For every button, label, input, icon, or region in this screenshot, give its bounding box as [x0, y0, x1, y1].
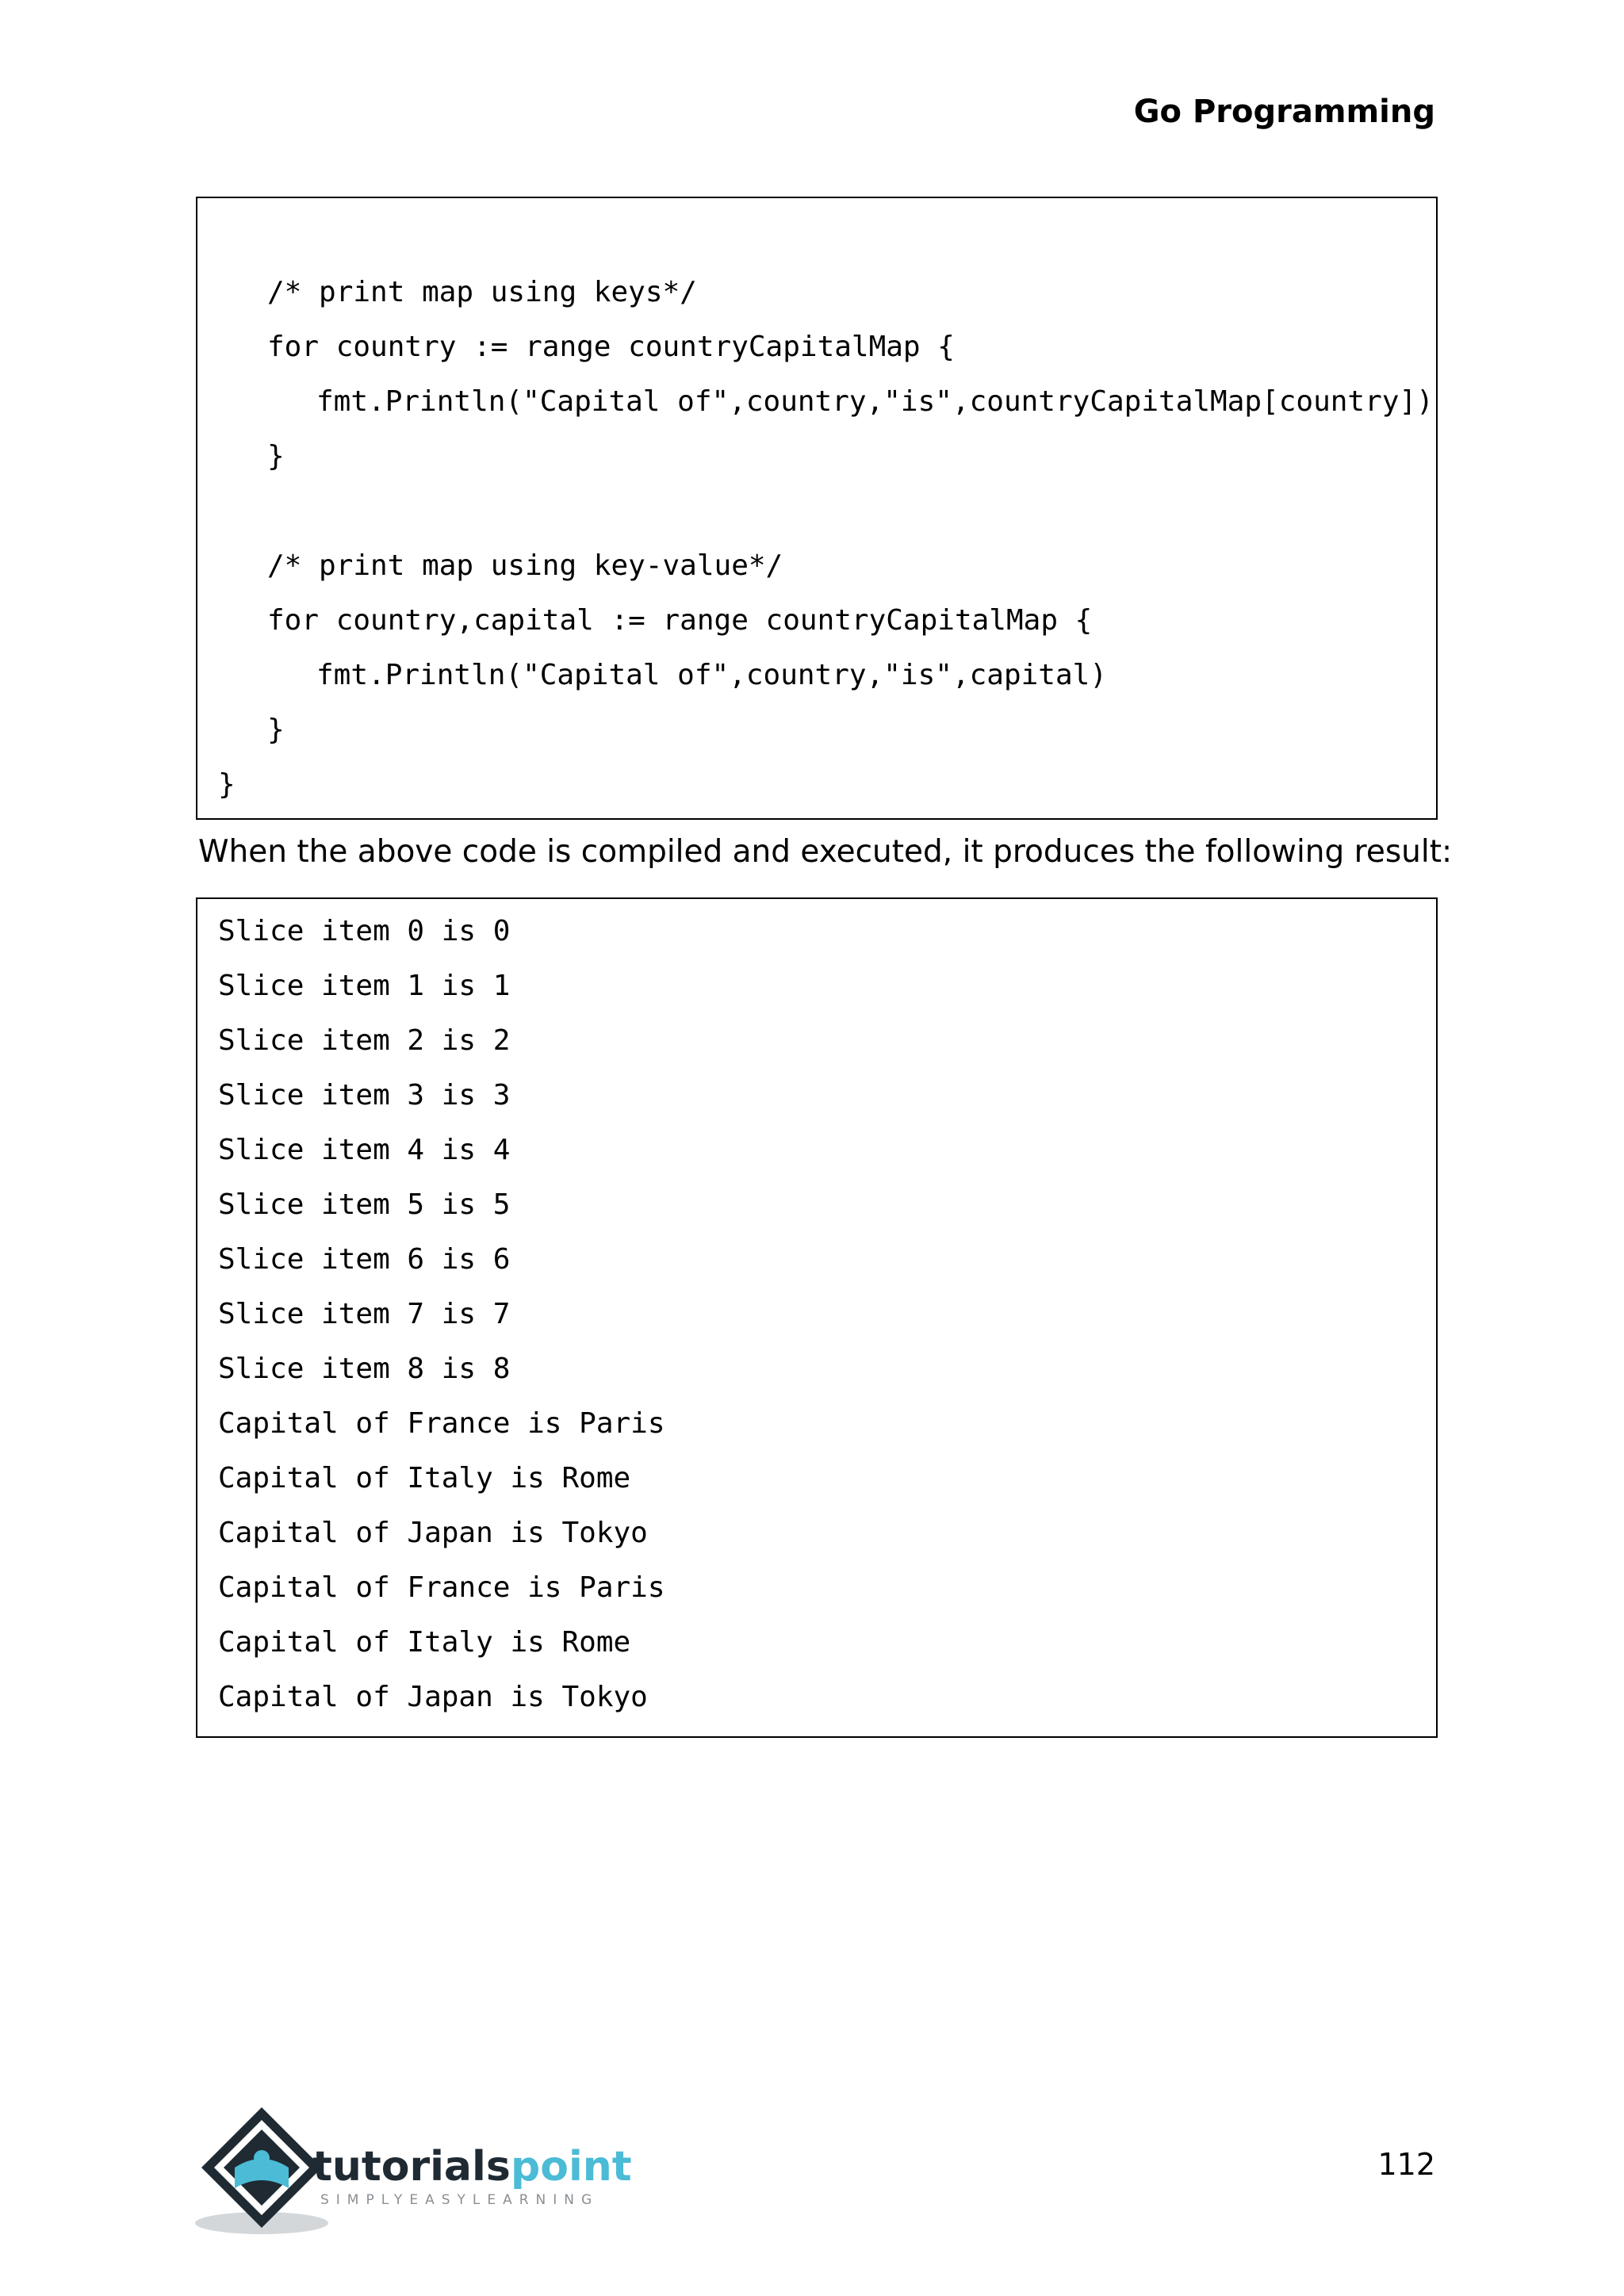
code-line: fmt.Println("Capital of",country,"is",capital) — [316, 659, 1107, 691]
output-line: Capital of Japan is Tokyo — [218, 1681, 648, 1713]
page-number: 112 — [1377, 2147, 1435, 2182]
code-line: for country,capital := range countryCapitalMap { — [267, 604, 1093, 637]
output-line: Capital of Italy is Rome — [218, 1462, 631, 1494]
output-line: Slice item 3 is 3 — [218, 1079, 511, 1112]
output-line: Slice item 7 is 7 — [218, 1298, 511, 1330]
output-line: Slice item 4 is 4 — [218, 1134, 511, 1166]
code-line: /* print map using key-value*/ — [267, 549, 783, 582]
code-block — [196, 197, 1438, 820]
output-line: Capital of Italy is Rome — [218, 1626, 631, 1659]
code-line: for country := range countryCapitalMap { — [267, 331, 955, 363]
body-paragraph: When the above code is compiled and executed, it produces the following result: — [198, 834, 1453, 870]
output-line: Capital of France is Paris — [218, 1407, 665, 1440]
code-line: } — [267, 714, 285, 746]
logo-tagline: SIMPLYEASYLEARNING — [320, 2192, 599, 2208]
output-line: Capital of France is Paris — [218, 1571, 665, 1604]
output-line: Slice item 1 is 1 — [218, 970, 511, 1002]
code-line: } — [267, 440, 285, 473]
output-line: Slice item 0 is 0 — [218, 915, 511, 947]
person-icon — [254, 2150, 270, 2166]
output-line: Slice item 6 is 6 — [218, 1243, 511, 1276]
code-line: } — [218, 768, 236, 801]
output-block — [196, 897, 1438, 1738]
code-line: /* print map using keys*/ — [267, 276, 697, 308]
code-line: fmt.Println("Capital of",country,"is",countryCapitalMap[country]) — [316, 385, 1434, 418]
output-line: Slice item 8 is 8 — [218, 1353, 511, 1385]
output-line: Capital of Japan is Tokyo — [218, 1517, 648, 1549]
logo-text-tutorials: tutorials — [312, 2143, 511, 2191]
logo-text-point: point — [511, 2143, 632, 2191]
output-line: Slice item 5 is 5 — [218, 1188, 511, 1221]
output-line: Slice item 2 is 2 — [218, 1024, 511, 1057]
tutorialspoint-logo — [193, 2103, 638, 2245]
page-header-title: Go Programming — [1133, 94, 1435, 130]
